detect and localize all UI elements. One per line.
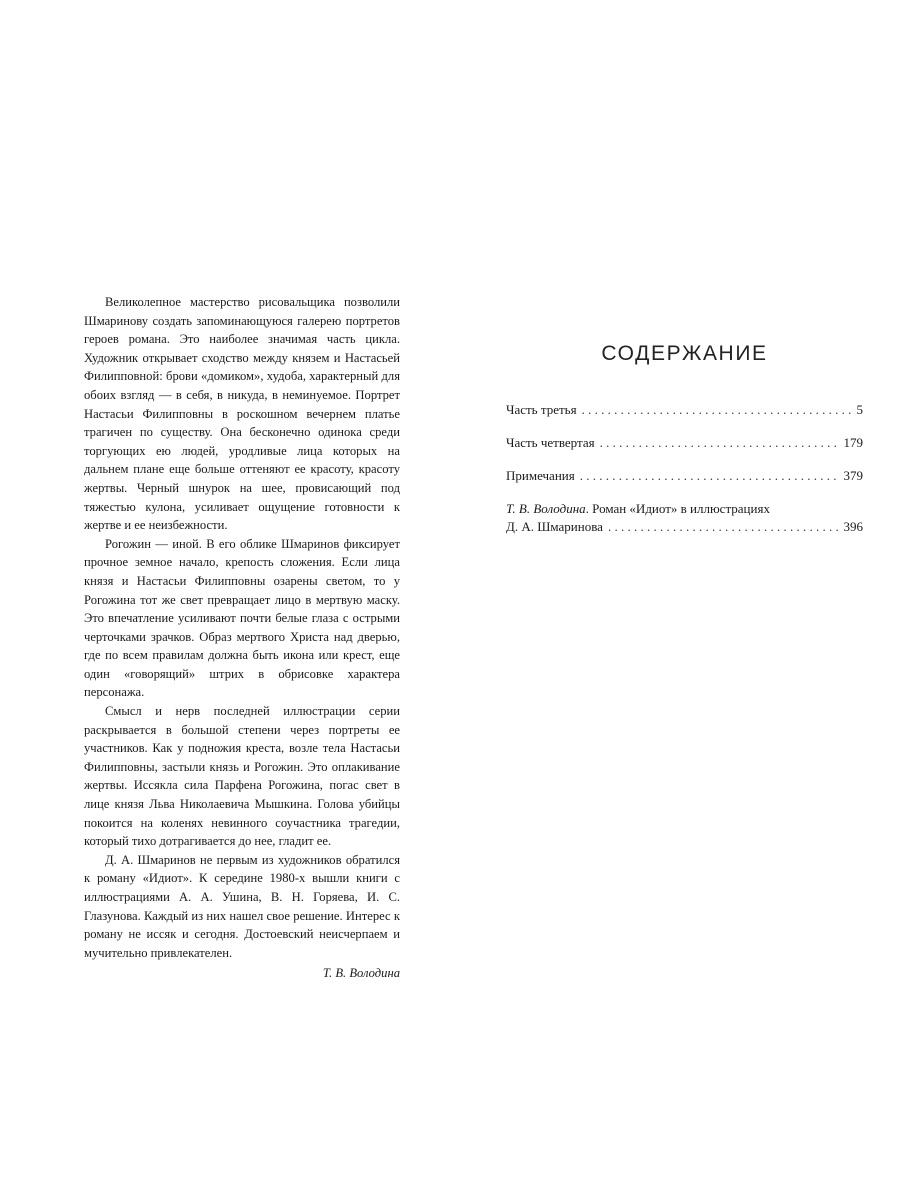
toc-title: СОДЕРЖАНИЕ [601, 342, 768, 365]
toc-article-title: . Роман «Идиот» в иллюстрациях [585, 501, 770, 516]
afterword-paragraph-1: Великолепное мастерство рисовальщика позволили Шмаринову создать запоминающуюся галерею портретов героев романа. Это наиболее значимая часть цикла. Художник открывает сходство между князем и Настасьей Филипповной: брови «домиком», худоба, характерный для обоих взгляд — в себя, в никуда, в неминуемое. Портрет Настасьи Филипповны в роскошном вечернем платье трагичен по существу. Она бесконечно одинока среди торгующих ею людей, уродливые лица которых на дальнем плане еще больше оттеняют ее красоту, красоту жертвы. Черный шнурок на шее, провисающий под тяжестью кулона, усиливает ощущение готовности к жертве и ее неизбежности. [84, 295, 400, 533]
toc-entry-label: Часть четвертая [506, 435, 595, 450]
toc-article-second-line [506, 518, 863, 536]
toc-entry-page: 396 [843, 519, 863, 534]
toc-entry-page: 5 [856, 402, 863, 417]
toc-leader-dots [580, 467, 838, 485]
toc-article-title-line [506, 500, 863, 518]
afterword-paragraph-2: Рогожин — иной. В его облике Шмаринов фиксирует прочное земное начало, крепость сложения. Если лица князя и Настасьи Филипповны озарены светом, то у Рогожина тот же свет превращает лицо в мертвую маску. Это впечатление усиливают почти белые глаза с острыми черточками зрачков. Образ мертвого Христа над дверью, где по всем правилам должна быть икона или крест, еще один «говорящий» штрих в обрисовке характера персонажа. [84, 536, 400, 700]
toc-entry-part-three[interactable] [506, 401, 863, 419]
afterword-paragraph-3: Смысл и нерв последней иллюстрации серии раскрывается в большой степени через портреты ее участников. Как у подножия креста, возле тела Настасьи Филипповны, застыли князь и Рогожин. Это оплакивание жертвы. Иссякла сила Парфена Рогожина, погас свет в лице князя Льва Николаевича Мышкина. Голова убийцы покоится на коленях невинного соучастника трагедии, который тихо дотрагивается до нее, гладит ее. [84, 704, 400, 849]
afterword-paragraph-4: Д. А. Шмаринов не первым из художников обратился к роману «Идиот». К середине 1980-х вышли книги с иллюстрациями А. А. Ушина, В. Н. Горяева, И. С. Глазунова. Каждый из них нашел свое решение. Интерес к роману не иссяк и сегодня. Достоевский неисчерпаем и мучительно привлекателен. [84, 852, 400, 960]
table-of-contents [506, 342, 863, 551]
toc-article-illustrator: Д. А. Шмаринова [506, 519, 603, 534]
afterword-signature: Т. В. Володина [322, 966, 400, 981]
toc-article-author: Т. В. Володина [506, 501, 586, 516]
toc-entry-label: Примечания [506, 468, 575, 483]
toc-entry-page: 179 [843, 435, 863, 450]
toc-entry-label: Часть третья [506, 402, 577, 417]
toc-leader-dots [608, 518, 838, 536]
toc-entry-notes[interactable] [506, 467, 863, 485]
toc-entry-part-four[interactable] [506, 434, 863, 452]
toc-entry-page: 379 [843, 468, 863, 483]
toc-leader-dots [600, 434, 838, 452]
toc-leader-dots [582, 401, 851, 419]
afterword-text [84, 293, 400, 983]
toc-entry-article[interactable] [506, 500, 863, 536]
